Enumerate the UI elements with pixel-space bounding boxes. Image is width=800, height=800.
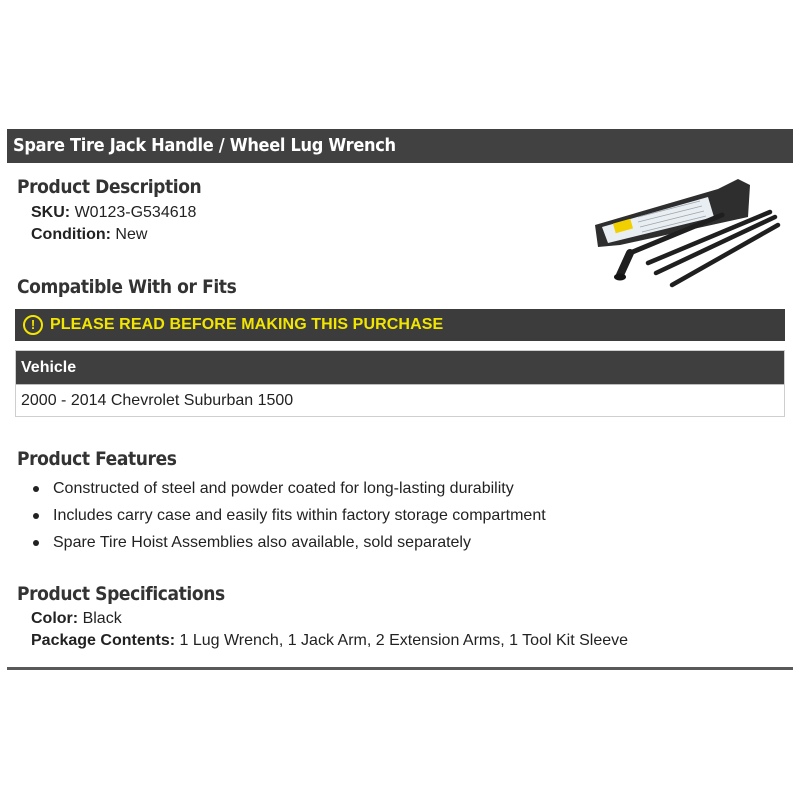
product-title-bar [7, 129, 793, 163]
contents-value: 1 Lug Wrench, 1 Jack Arm, 2 Extension Arms, 1 Tool Kit Sleeve [179, 632, 629, 649]
feature-text: Constructed of steel and powder coated for long-lasting durability [53, 480, 514, 497]
sku-line [31, 204, 196, 222]
sku-value: W0123-G534618 [74, 204, 197, 221]
feature-text: Includes carry case and easily fits within factory storage compartment [53, 507, 546, 524]
exclamation-circle-icon: ! [23, 315, 43, 335]
sku-label: SKU: [31, 204, 71, 221]
product-title: Spare Tire Jack Handle / Wheel Lug Wrench [13, 135, 396, 156]
condition-line [31, 226, 147, 244]
list-item [31, 531, 546, 558]
color-line [31, 610, 122, 628]
product-image [590, 177, 782, 291]
list-item [31, 504, 546, 531]
condition-label: Condition: [31, 226, 111, 243]
color-value: Black [82, 610, 122, 627]
list-item [31, 477, 546, 504]
purchase-notice [15, 309, 785, 341]
table-row: 2000 - 2014 Chevrolet Suburban 1500 [16, 384, 784, 416]
description-heading: Product Description [17, 176, 202, 198]
vehicle-table-header: Vehicle [16, 351, 784, 384]
bullet-icon [33, 513, 39, 519]
features-list [31, 477, 546, 558]
notice-text: PLEASE READ BEFORE MAKING THIS PURCHASE [50, 316, 444, 333]
bullet-icon [33, 540, 39, 546]
contents-line [31, 632, 628, 650]
color-label: Color: [31, 610, 79, 627]
feature-text: Spare Tire Hoist Assemblies also available, sold separately [53, 534, 471, 551]
bullet-icon [33, 486, 39, 492]
contents-label: Package Contents: [31, 632, 176, 649]
condition-value: New [115, 226, 148, 243]
specifications-heading: Product Specifications [17, 583, 225, 605]
compatibility-heading: Compatible With or Fits [17, 276, 237, 298]
bottom-divider [7, 667, 793, 670]
vehicle-table [15, 350, 785, 417]
features-heading: Product Features [17, 448, 177, 470]
